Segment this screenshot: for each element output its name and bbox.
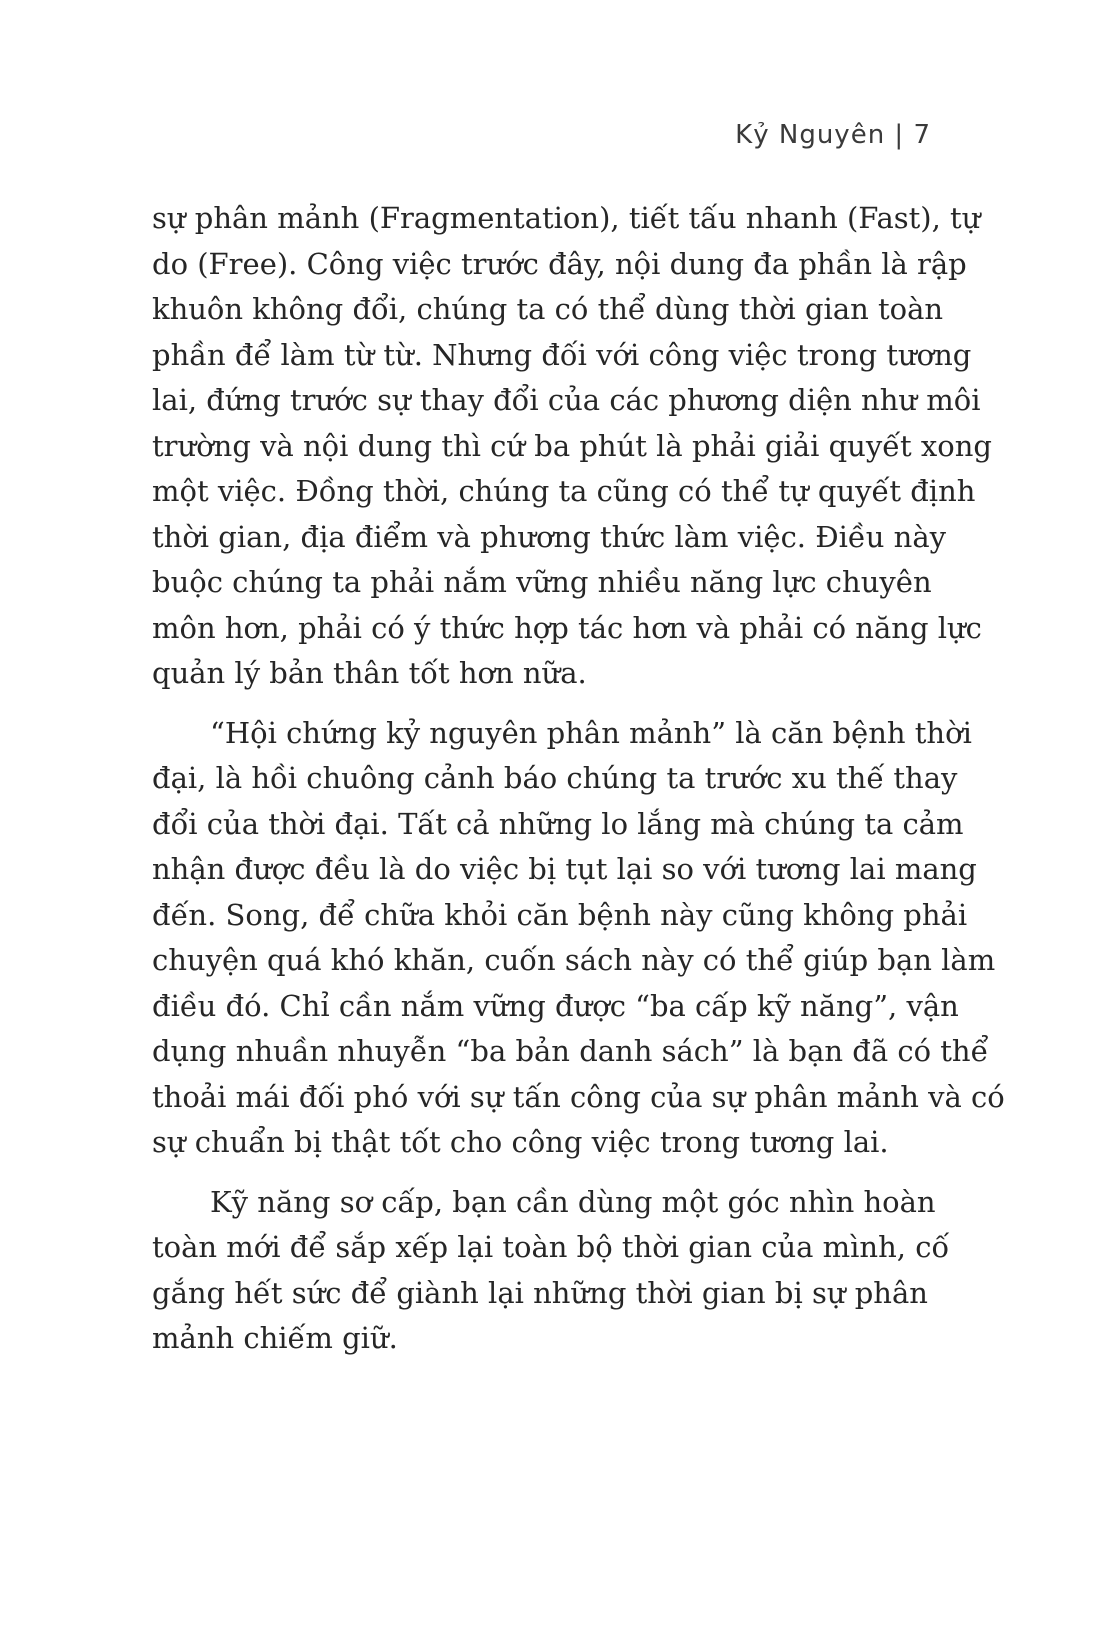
text-line: thời gian, địa điểm và phương thức làm việc. Điều này <box>152 519 947 554</box>
text-line: một việc. Đồng thời, chúng ta cũng có thể tự quyết định <box>152 474 976 508</box>
paragraph-1 <box>152 196 992 697</box>
text-line: sự chuẩn bị thật tốt cho công việc trong tương lai. <box>152 1125 889 1159</box>
text-line: buộc chúng ta phải nắm vững nhiều năng lực chuyên <box>152 565 932 599</box>
text-line: Kỹ năng sơ cấp, bạn cần dùng một góc nhìn hoàn <box>210 1184 936 1219</box>
text-line: “Hội chứng kỷ nguyên phân mảnh” là căn bệnh thời <box>210 715 972 750</box>
text-line: điều đó. Chỉ cần nắm vững được “ba cấp kỹ năng”, vận <box>152 988 959 1023</box>
text-line: dụng nhuần nhuyễn “ba bản danh sách” là bạn đã có thể <box>152 1034 989 1068</box>
text-line: đổi của thời đại. Tất cả những lo lắng mà chúng ta cảm <box>152 806 964 841</box>
text-line: đại, là hồi chuông cảnh báo chúng ta trước xu thế thay <box>152 761 958 795</box>
text-line: trường và nội dung thì cứ ba phút là phải giải quyết xong <box>152 428 992 463</box>
body-text <box>152 196 1005 1362</box>
text-line: lai, đứng trước sự thay đổi của các phương diện như môi <box>152 383 981 417</box>
text-line: gắng hết sức để giành lại những thời gian bị sự phân <box>152 1275 928 1310</box>
text-line: khuôn không đổi, chúng ta có thể dùng thời gian toàn <box>152 292 944 326</box>
text-line: phần để làm từ từ. Nhưng đối với công việc trong tương <box>152 337 972 372</box>
text-line: quản lý bản thân tốt hơn nữa. <box>152 656 587 690</box>
text-line: do (Free). Công việc trước đây, nội dung đa phần là rập <box>152 246 967 281</box>
text-line: thoải mái đối phó với sự tấn công của sự phân mảnh và có <box>152 1079 1005 1114</box>
text-line: mảnh chiếm giữ. <box>152 1321 398 1355</box>
text-line: sự phân mảnh (Fragmentation), tiết tấu nhanh (Fast), tự <box>152 201 981 235</box>
paragraph-3 <box>152 1180 950 1362</box>
text-line: đến. Song, để chữa khỏi căn bệnh này cũng không phải <box>152 897 968 932</box>
text-line: chuyện quá khó khăn, cuốn sách này có thể giúp bạn làm <box>152 943 996 977</box>
running-head: Kỷ Nguyên | 7 <box>735 120 931 150</box>
text-line: môn hơn, phải có ý thức hợp tác hơn và phải có năng lực <box>152 610 982 645</box>
text-line: nhận được đều là do việc bị tụt lại so với tương lai mang <box>152 852 977 886</box>
paragraph-2 <box>152 711 1005 1166</box>
text-line: toàn mới để sắp xếp lại toàn bộ thời gian của mình, cố <box>152 1230 950 1264</box>
